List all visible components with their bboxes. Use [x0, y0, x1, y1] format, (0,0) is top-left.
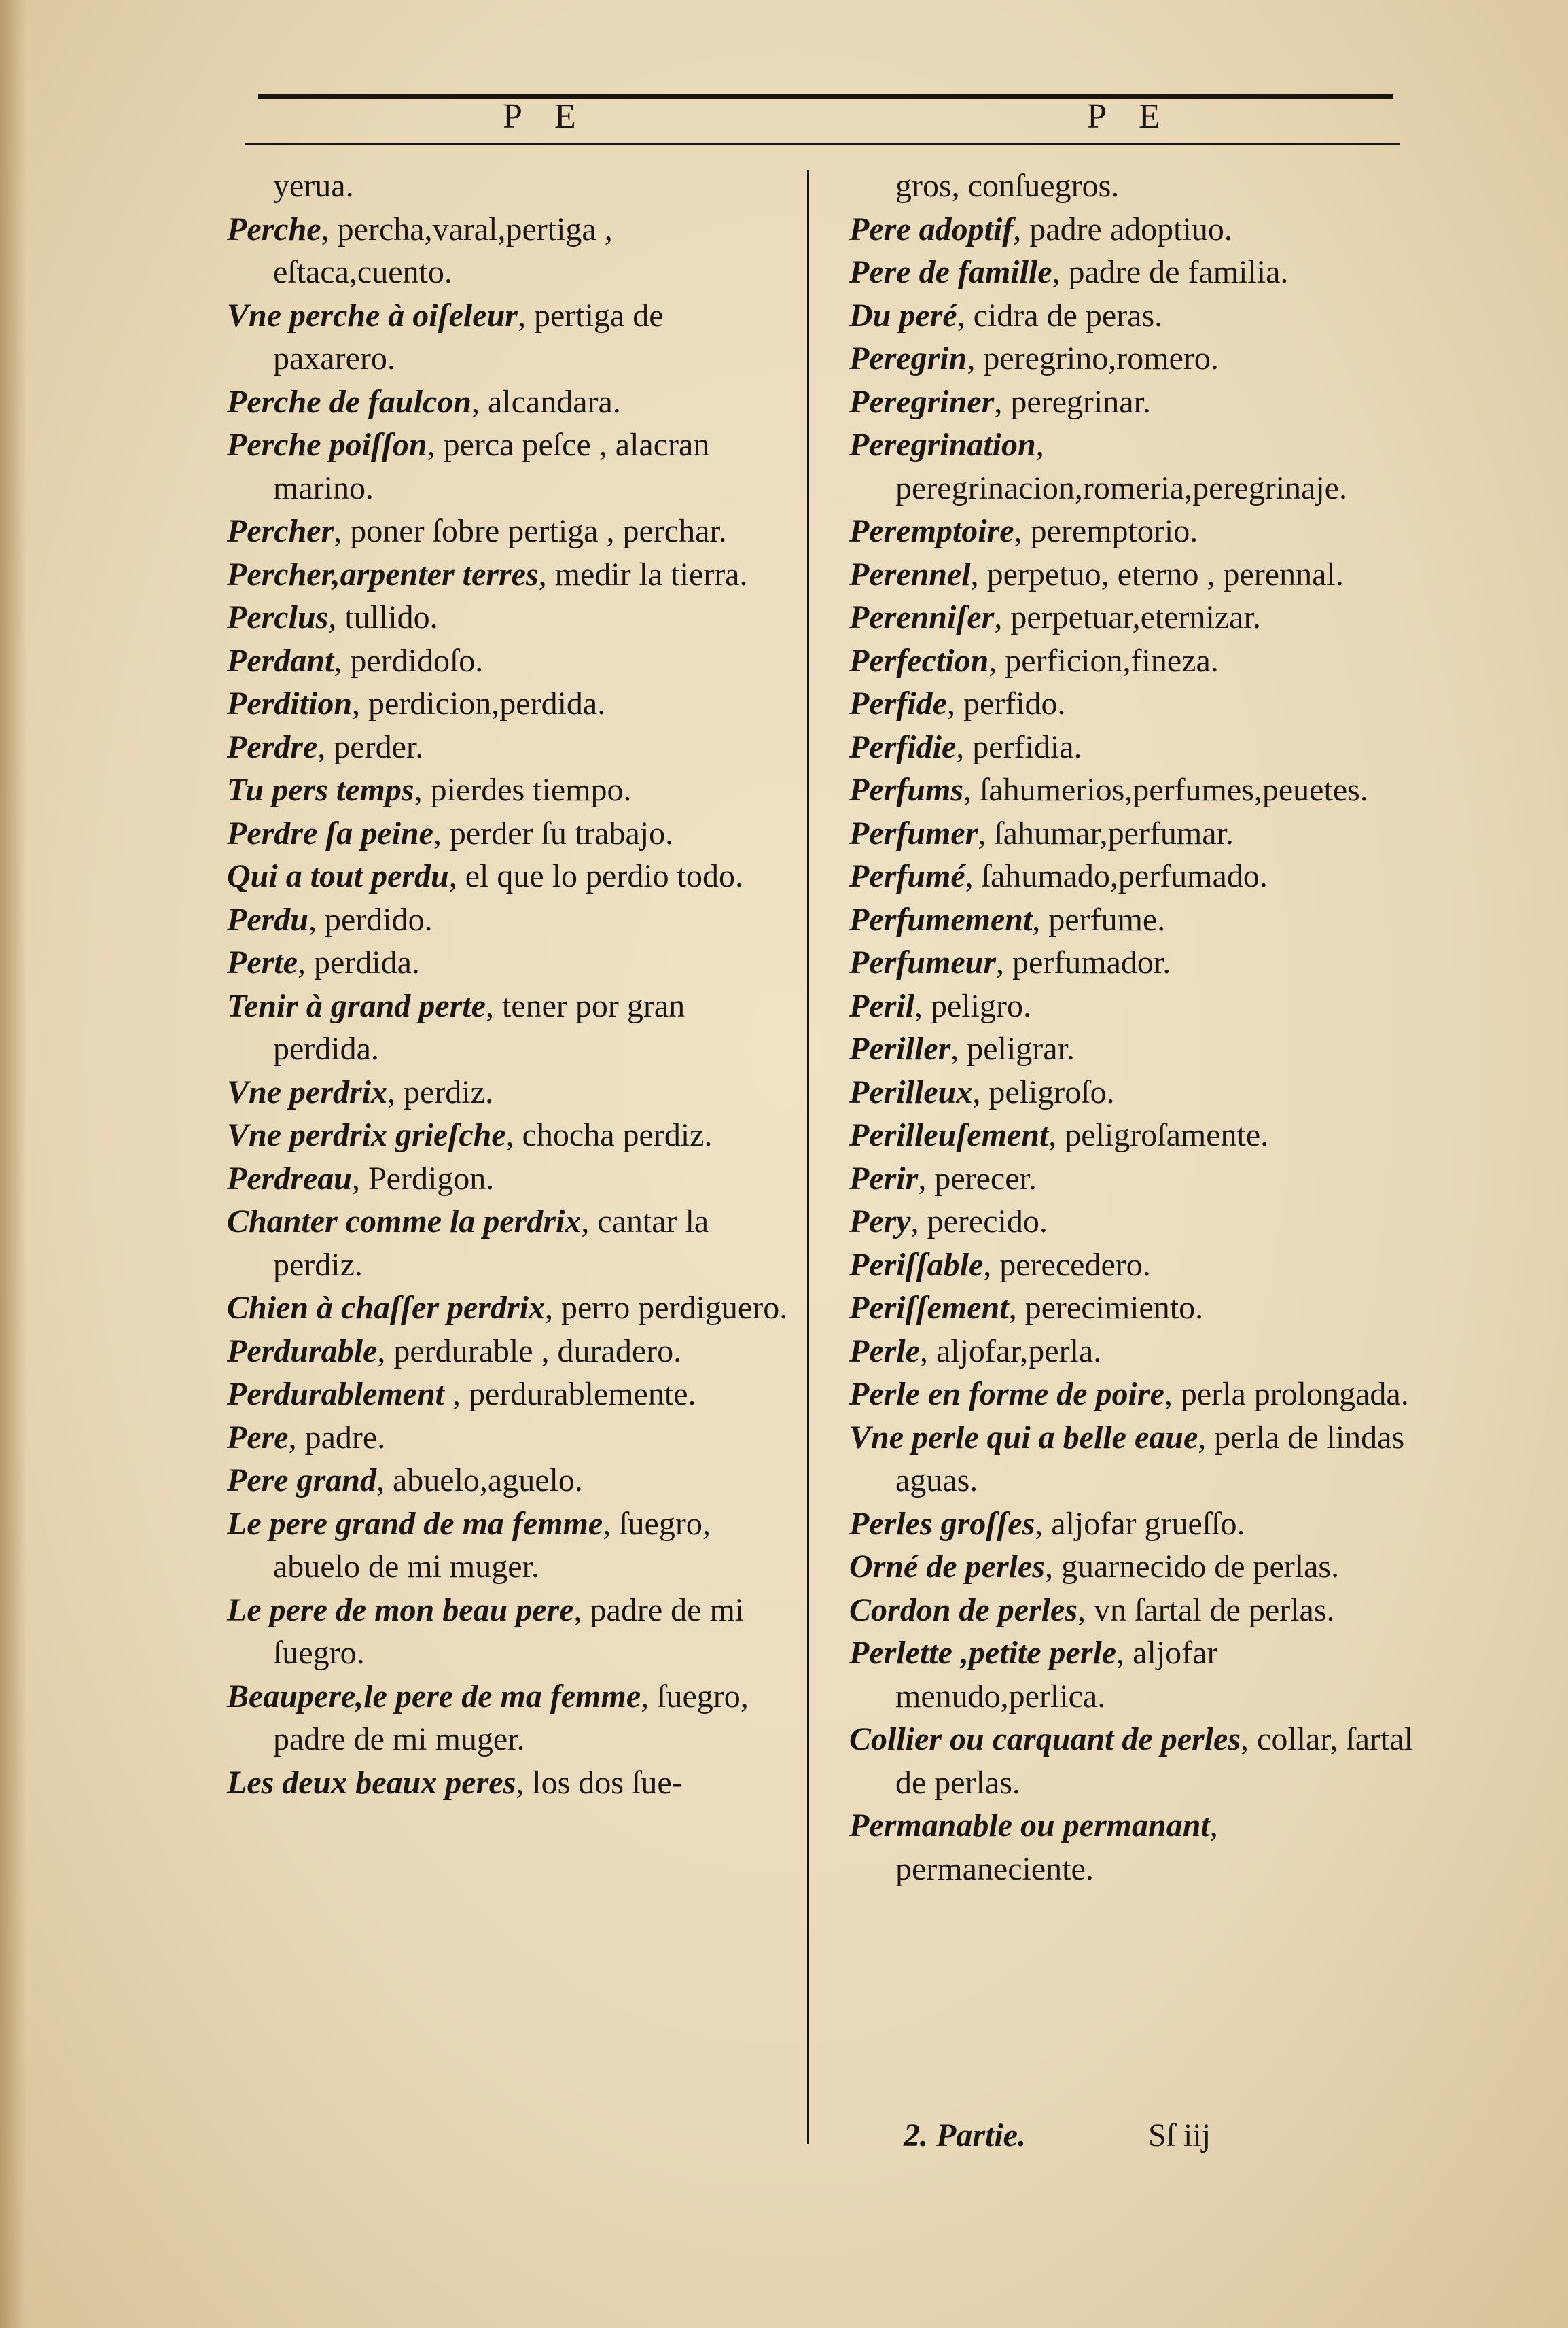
entry-term: Perdre ſa peine [227, 815, 433, 851]
dictionary-entry [849, 1330, 1420, 1373]
entry-term: Perdition [227, 686, 353, 722]
entry-definition: aljofar,perla. [936, 1333, 1102, 1369]
page-edge-shadow [0, 0, 27, 2328]
entry-term: Peregrin [849, 340, 967, 376]
dictionary-entry [849, 1114, 1420, 1157]
entry-term: Pere [227, 1419, 289, 1456]
dictionary-entry [849, 164, 1420, 208]
entry-separator: , [1014, 513, 1031, 549]
dictionary-entry [849, 898, 1420, 942]
entry-term: Orné de perles [849, 1549, 1045, 1585]
dictionary-entry [227, 381, 791, 424]
entry-term: Peregrination [849, 427, 1036, 463]
top-rule [258, 94, 1393, 99]
entry-term: Perfidie [849, 728, 957, 765]
entry-separator: , [1052, 254, 1069, 290]
entry-definition: perecer. [934, 1160, 1037, 1197]
entry-definition: , perdurablemente. [452, 1376, 696, 1412]
entry-definition: ſuegro, abuelo de mi muger. [273, 1505, 711, 1585]
entry-definition: perdidoſo. [350, 642, 484, 679]
entry-term: Chien à chaſſer perdrix [227, 1290, 545, 1326]
dictionary-entry [849, 769, 1420, 812]
entry-definition: el que lo perdio todo. [465, 858, 743, 894]
entry-definition: poner ſobre pertiga , perchar. [350, 513, 727, 549]
dictionary-entry [849, 812, 1420, 856]
dictionary-entry [227, 1114, 791, 1157]
dictionary-entry [227, 1330, 791, 1373]
entry-term: Cordon de perles [849, 1591, 1077, 1628]
entry-definition: peligroſo. [988, 1074, 1115, 1110]
entry-term: Perche poiſſon [227, 427, 427, 463]
entry-definition: ſahumerios,perfumes,peuetes. [980, 772, 1368, 808]
entry-separator: , [967, 340, 984, 376]
entry-definition: vn ſartal de perlas. [1094, 1591, 1335, 1628]
entry-separator: , [1048, 1117, 1065, 1153]
entry-definition: yerua. [273, 168, 354, 204]
entry-definition: peremptorio. [1030, 513, 1198, 549]
dictionary-entry [227, 898, 791, 942]
entry-definition: perla prolongada. [1180, 1376, 1409, 1412]
entry-term: Percher [227, 513, 334, 549]
entry-separator: , [317, 728, 334, 765]
entry-term: Tenir à grand perte [227, 987, 486, 1024]
entry-definition: pierdes tiempo. [430, 772, 632, 808]
right-column [849, 164, 1420, 1890]
entry-separator: , [641, 1678, 658, 1714]
dictionary-entry [849, 294, 1420, 338]
entry-definition: perdido. [325, 901, 433, 938]
entry-separator: , [538, 556, 555, 593]
entry-definition: peregrinacion,romeria,peregrinaje. [895, 470, 1347, 506]
entry-separator: , [545, 1290, 561, 1326]
dictionary-entry [227, 941, 791, 985]
dictionary-entry [849, 423, 1420, 510]
entry-term: Vne perche à oiſeleur [227, 297, 518, 334]
entry-definition: padre adoptiuo. [1029, 211, 1232, 247]
entry-separator: , [516, 1764, 533, 1801]
entry-definition: perfume. [1048, 901, 1166, 938]
dictionary-entry [849, 510, 1420, 553]
entry-definition: tener por gran perdida. [273, 987, 685, 1067]
signature-mark: 2. Partie. [904, 2117, 1026, 2153]
dictionary-entry [227, 1761, 791, 1805]
dictionary-entry [227, 639, 791, 683]
entry-term: Periſſement [849, 1290, 1009, 1326]
entry-separator: , [288, 1419, 305, 1456]
entry-separator: , [414, 772, 431, 808]
entry-separator: , [334, 513, 351, 549]
dictionary-entry [227, 1416, 791, 1460]
dictionary-entry [849, 1632, 1420, 1718]
entry-definition: perfumador. [1012, 945, 1171, 981]
entry-definition: ſahumado,perfumado. [981, 858, 1268, 894]
entry-separator: , [957, 297, 974, 334]
entry-definition: perca peſce , alacran marino. [273, 427, 710, 506]
entry-definition: peregrinar. [1010, 383, 1151, 420]
dictionary-entry [849, 1373, 1420, 1416]
entry-definition: perder. [334, 728, 424, 765]
dictionary-entry [227, 208, 791, 294]
entry-term: Le pere de mon beau pere [227, 1591, 574, 1628]
dictionary-entry [849, 1545, 1420, 1589]
running-head-right: P E [1087, 97, 1173, 136]
entry-term: Perclus [227, 599, 329, 635]
entry-definition: abuelo,aguelo. [392, 1462, 583, 1498]
entry-separator: , [983, 1246, 1000, 1283]
entry-definition: aljofar grueſſo. [1051, 1505, 1245, 1542]
entry-separator: , [1164, 1376, 1181, 1412]
dictionary-entry [227, 164, 791, 208]
entry-definition: perdicion,perdida. [368, 686, 606, 722]
entry-term: Peregriner [849, 383, 995, 420]
entry-definition: pertiga de paxarero. [273, 297, 664, 376]
entry-separator: , [994, 383, 1011, 420]
entry-definition: peligro. [930, 987, 1031, 1024]
dictionary-entry [849, 1071, 1420, 1114]
dictionary-entry [227, 1675, 791, 1761]
entry-separator: , [505, 1117, 522, 1153]
dictionary-entry [227, 726, 791, 769]
entry-term: Perfumement [849, 901, 1033, 938]
entry-separator: , [603, 1505, 620, 1542]
entry-separator: , [1044, 1549, 1061, 1585]
entry-term: Vne perdrix [227, 1074, 388, 1110]
entry-definition: los dos ſue- [532, 1764, 683, 1801]
entry-definition: perro perdiguero. [561, 1290, 788, 1326]
dictionary-entry [849, 1027, 1420, 1071]
entry-separator: , [988, 642, 1005, 679]
dictionary-entry [227, 1459, 791, 1502]
entry-definition: padre de mi ſuegro. [273, 1591, 745, 1671]
dictionary-entry [227, 596, 791, 639]
dictionary-entry [227, 1200, 791, 1286]
entry-separator: , [994, 599, 1011, 635]
entry-term: Qui a tout perdu [227, 858, 449, 894]
dictionary-entry [227, 682, 791, 726]
entry-separator: , [377, 1333, 394, 1369]
entry-separator: , [517, 297, 534, 334]
entry-definition: perfidia. [972, 728, 1082, 765]
entry-separator: , [334, 642, 351, 679]
dictionary-entry [849, 941, 1420, 985]
entry-term: Perte [227, 945, 298, 981]
entry-separator: , [970, 556, 987, 593]
entry-term: Perfumeur [849, 945, 996, 981]
entry-separator: , [1035, 427, 1044, 463]
entry-definition: perficion,fineza. [1005, 642, 1219, 679]
entry-separator: , [1035, 1505, 1052, 1542]
entry-term: Collier ou carquant de perles [849, 1721, 1241, 1757]
entry-term: Chanter comme la perdrix [227, 1203, 582, 1239]
entry-term: Perdurable [227, 1333, 378, 1369]
entry-definition: collar, ſartal de perlas. [895, 1721, 1413, 1801]
dictionary-entry [849, 639, 1420, 683]
entry-separator: , [1209, 1807, 1218, 1844]
entry-term: Perdant [227, 642, 334, 679]
entry-separator: , [351, 1160, 368, 1197]
entry-separator [444, 1376, 452, 1412]
running-head-left: P E [503, 97, 588, 136]
entry-separator: , [433, 815, 450, 851]
entry-term: Perche de faulcon [227, 383, 471, 420]
entry-term: Perdre [227, 728, 318, 765]
dictionary-entry [849, 1589, 1420, 1632]
entry-separator: , [965, 858, 982, 894]
entry-separator: , [427, 427, 444, 463]
dictionary-entry [227, 294, 791, 381]
dictionary-entry [227, 423, 791, 510]
entry-definition: tullido. [344, 599, 438, 635]
entry-term: Permanable ou permanant [849, 1807, 1210, 1844]
entry-separator: , [352, 686, 369, 722]
sheet-number: Sſ iij [1148, 2117, 1211, 2153]
entry-definition: aljofar menudo,perlica. [895, 1635, 1218, 1714]
entry-separator: , [910, 1203, 927, 1239]
entry-definition: peligrar. [967, 1031, 1075, 1067]
entry-definition: perdida. [313, 945, 420, 981]
entry-definition: permaneciente. [895, 1850, 1094, 1887]
entry-separator: , [321, 211, 338, 247]
dictionary-entry [849, 381, 1420, 424]
entry-definition: perdurable , duradero. [393, 1333, 682, 1369]
entry-term: Perenniſer [849, 599, 995, 635]
entry-term: Perfide [849, 686, 947, 722]
entry-term: Beaupere,le pere de ma femme [227, 1678, 641, 1714]
entry-separator: , [328, 599, 345, 635]
entry-separator: , [914, 987, 931, 1024]
dictionary-entry [227, 812, 791, 856]
entry-separator: , [919, 1333, 936, 1369]
entry-term: Perir [849, 1160, 919, 1197]
entry-definition: perla de lindas aguas. [895, 1419, 1405, 1498]
entry-term: Perfums [849, 772, 963, 808]
dictionary-entry [849, 1244, 1420, 1287]
entry-separator: , [963, 772, 980, 808]
entry-term: Perdreau [227, 1160, 352, 1197]
entry-definition: cantar la perdiz. [273, 1203, 709, 1283]
entry-definition: peregrino,romero. [983, 340, 1219, 376]
entry-term: Pere de famille [849, 254, 1052, 290]
entry-term: Percher,arpenter terres [227, 556, 539, 593]
entry-term: Periller [849, 1031, 951, 1067]
entry-definition: padre de familia. [1068, 254, 1289, 290]
entry-separator: , [1077, 1591, 1094, 1628]
entry-term: Perdurablement [227, 1376, 444, 1412]
entry-separator: , [1241, 1721, 1258, 1757]
entry-separator: , [308, 901, 325, 938]
entry-term: Peril [849, 987, 914, 1024]
entry-definition: perpetuo, eterno , perennal. [986, 556, 1344, 593]
entry-separator: , [950, 1031, 967, 1067]
dictionary-entry [227, 510, 791, 553]
entry-term: Vne perdrix grieſche [227, 1117, 506, 1153]
entry-definition: cidra de peras. [973, 297, 1163, 334]
dictionary-entry [227, 1157, 791, 1201]
entry-definition: perecimiento. [1024, 1290, 1204, 1326]
left-column [227, 164, 791, 1804]
dictionary-entry [849, 1157, 1420, 1201]
entry-term: Du peré [849, 297, 957, 334]
entry-separator: , [996, 945, 1012, 981]
entry-separator: , [573, 1591, 590, 1628]
entry-term: Peremptoire [849, 513, 1014, 549]
dictionary-entry [849, 1416, 1420, 1502]
dictionary-entry [227, 1589, 791, 1675]
dictionary-entry [849, 1804, 1420, 1890]
dictionary-entry [849, 208, 1420, 251]
entry-term: Perilleuſement [849, 1117, 1049, 1153]
dictionary-entry [849, 596, 1420, 639]
column-divider [807, 170, 809, 2144]
entry-term: Vne perle qui a belle eaue [849, 1419, 1198, 1456]
dictionary-entry [227, 1373, 791, 1416]
entry-definition: guarnecido de perlas. [1061, 1549, 1340, 1585]
dictionary-entry [227, 553, 791, 597]
dictionary-entry [227, 1071, 791, 1114]
entry-separator: , [946, 686, 963, 722]
dictionary-entry [849, 855, 1420, 898]
dictionary-entry [849, 251, 1420, 294]
entry-definition: ſahumar,perfumar. [994, 815, 1234, 851]
dictionary-entry [849, 1718, 1420, 1804]
entry-separator: , [978, 815, 995, 851]
entry-term: Les deux beaux peres [227, 1764, 516, 1801]
dictionary-entry [849, 1286, 1420, 1330]
entry-separator: , [297, 945, 314, 981]
entry-definition: perdiz. [404, 1074, 493, 1110]
entry-definition: perecido. [927, 1203, 1048, 1239]
entry-definition: perfido. [963, 686, 1066, 722]
entry-definition: perder ſu trabajo. [449, 815, 674, 851]
dictionary-entry [227, 985, 791, 1071]
entry-term: Tu pers temps [227, 772, 414, 808]
entry-definition: peligroſamente. [1065, 1117, 1269, 1153]
entry-definition: perecedero. [999, 1246, 1151, 1283]
entry-separator: , [918, 1160, 935, 1197]
entry-term: Perche [227, 211, 321, 247]
entry-term: Perlette ,petite perle [849, 1635, 1117, 1671]
entry-term: Perfumer [849, 815, 978, 851]
dictionary-entry [849, 553, 1420, 597]
dictionary-entry [849, 1200, 1420, 1244]
entry-definition: alcandara. [487, 383, 621, 420]
entry-separator: , [485, 987, 502, 1024]
dictionary-entry [227, 1502, 791, 1589]
dictionary-entry [849, 1502, 1420, 1546]
entry-term: Pery [849, 1203, 911, 1239]
entry-separator: , [1013, 211, 1030, 247]
header-rule [245, 143, 1400, 145]
entry-definition: ſuegro, padre de mi muger. [273, 1678, 749, 1757]
entry-separator: , [1116, 1635, 1133, 1671]
entry-term: Perles groſſes [849, 1505, 1035, 1542]
entry-term: Pere adoptif [849, 211, 1014, 247]
entry-separator: , [972, 1074, 989, 1110]
dictionary-entry [849, 726, 1420, 769]
entry-separator: , [1032, 901, 1049, 938]
entry-separator: , [1008, 1290, 1025, 1326]
entry-definition: chocha perdiz. [522, 1117, 713, 1153]
dictionary-entry [849, 682, 1420, 726]
entry-definition: percha,varal,pertiga , eſtaca,cuento. [273, 211, 613, 290]
entry-term: Pere grand [227, 1462, 376, 1498]
entry-definition: gros, conſuegros. [895, 168, 1120, 204]
dictionary-entry [849, 985, 1420, 1028]
dictionary-entry [227, 1286, 791, 1330]
entry-definition: padre. [304, 1419, 386, 1456]
entry-separator: , [956, 728, 973, 765]
entry-term: Perennel [849, 556, 971, 593]
entry-separator: , [471, 383, 488, 420]
entry-term: Periſſable [849, 1246, 984, 1283]
entry-term: Perfection [849, 642, 989, 679]
entry-term: Perle [849, 1333, 920, 1369]
entry-separator: , [1198, 1419, 1215, 1456]
entry-term: Le pere grand de ma femme [227, 1505, 603, 1542]
entry-term: Perilleux [849, 1074, 973, 1110]
entry-definition: perpetuar,eternizar. [1010, 599, 1261, 635]
entry-separator: , [387, 1074, 404, 1110]
dictionary-entry [849, 337, 1420, 381]
entry-separator: , [448, 858, 465, 894]
entry-definition: Perdigon. [368, 1160, 495, 1197]
dictionary-entry [227, 855, 791, 898]
entry-term: Perle en forme de poire [849, 1376, 1164, 1412]
entry-separator: , [581, 1203, 598, 1239]
entry-term: Perdu [227, 901, 308, 938]
dictionary-entry [227, 769, 791, 812]
entry-definition: medir la tierra. [554, 556, 748, 593]
entry-term: Perfumé [849, 858, 965, 894]
entry-separator: , [376, 1462, 393, 1498]
